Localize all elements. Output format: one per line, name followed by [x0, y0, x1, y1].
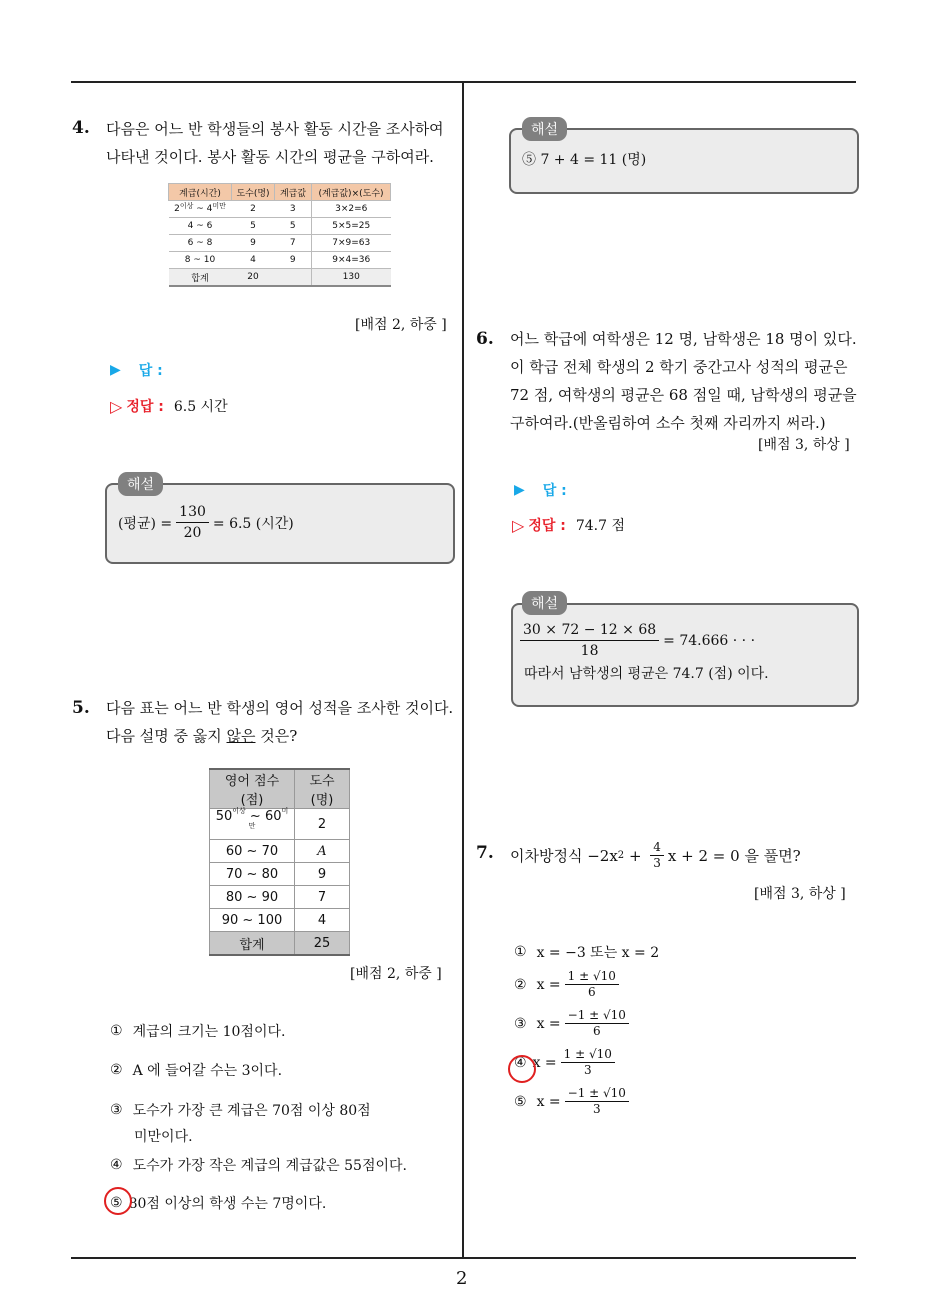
q6-answer-value: 74.7 점 [575, 518, 625, 534]
q6-text [510, 325, 857, 437]
q5-option-2[interactable]: ② A 에 들어갈 수는 3이다. [110, 1062, 283, 1079]
q7-option-3[interactable]: ③ x = $\frac{-1 \pm √10}{6}$ [514, 1008, 633, 1039]
q4-total-prod: 130 [312, 269, 391, 287]
q6-correct-row [512, 515, 625, 535]
q4-freq-cell: 4 [232, 252, 275, 269]
q7-equation: 이차방정식 −2x 2 + $\frac{4}{3}$ x + 2 = 0 을 풀면? [510, 840, 801, 870]
q5-freq-cell: 9 [295, 863, 350, 886]
q4-expl-fraction [176, 502, 209, 543]
q6-text-line4: 구하여라.(반올림하여 소수 첫째 자리까지 써라.) [510, 414, 826, 432]
q4-total-freq: 20 [232, 269, 275, 287]
q6-expl-den: 18 [580, 643, 599, 659]
q4-answer-row [110, 360, 163, 380]
q7-option-4[interactable]: ④ x = $\frac{1 \pm √10}{3}$ [514, 1047, 619, 1078]
q4-table [168, 183, 391, 287]
q4-total-label: 합계 [169, 269, 232, 287]
table-row [169, 235, 391, 252]
q5-class-cell: $50^{이상}$ ~ $60^{미만}$ [210, 809, 295, 840]
table-row [210, 809, 350, 840]
q4-score: [배점 2, 하중 ] [355, 317, 447, 333]
q4-freq-cell: 2 [232, 201, 275, 218]
q5-freq-cell: 7 [295, 886, 350, 909]
q4-mid-cell: 5 [275, 218, 312, 235]
q4-class-cell: 6 ~ 8 [169, 235, 232, 252]
q4-header-freq: 도수(명) [232, 184, 275, 201]
q4-class-cell: 4 ~ 6 [169, 218, 232, 235]
q7-score: [배점 3, 하상 ] [754, 886, 846, 902]
q4-mid-cell: 9 [275, 252, 312, 269]
table-row [210, 863, 350, 886]
q4-class-cell: $2^{이상}$ ~ $4^{미만}$ [169, 201, 232, 218]
bottom-rule [71, 1257, 856, 1259]
table-row [210, 909, 350, 932]
q5-number: 5. [72, 698, 90, 718]
q7-number: 7. [476, 843, 494, 863]
answer-label: 답 : [138, 363, 163, 379]
q5-total-freq: 25 [295, 932, 350, 956]
q5-class-cell: 90 ~ 100 [210, 909, 295, 932]
q4-prod-cell: 5×5=25 [312, 218, 391, 235]
table-row [169, 269, 391, 287]
q4-header-prod: (계급값)×(도수) [312, 184, 391, 201]
q5-explanation-content: ⑤ 7 + 4 = 11 (명) [522, 152, 647, 168]
play-triangle-icon: ▶ [110, 362, 121, 378]
q6-answer-row [514, 480, 567, 500]
q6-number: 6. [476, 329, 494, 349]
q4-expl-den: 20 [183, 525, 202, 541]
q6-score: [배점 3, 하상 ] [758, 437, 850, 453]
q5-option-5[interactable]: ⑤ 80점 이상의 학생 수는 7명이다. [110, 1195, 327, 1212]
q5-table [209, 768, 350, 956]
q5-option-3-cont: 미만이다. [134, 1129, 193, 1145]
q4-expl-num: 130 [176, 502, 209, 523]
table-row [210, 886, 350, 909]
q5-header-freq: 도수(명) [295, 769, 350, 809]
q7-option-1[interactable]: ① x = −3 또는 x = 2 [514, 944, 660, 961]
table-row [210, 932, 350, 956]
q6-text-line2: 이 학급 전체 학생의 2 학기 중간고사 성적의 평균은 [510, 358, 848, 376]
q5-freq-cell: 2 [295, 809, 350, 840]
q5-text-line2: 다음 설명 중 옳지 않은 것은? [106, 727, 298, 745]
q6-text-line1: 어느 학급에 여학생은 12 명, 남학생은 18 명이 있다. [510, 330, 857, 348]
q5-option-4[interactable]: ④ 도수가 가장 작은 계급의 계급값은 55점이다. [110, 1157, 407, 1174]
q5-class-cell: 80 ~ 90 [210, 886, 295, 909]
q6-expl-num: 30 × 72 − 12 × 68 [520, 620, 659, 641]
q5-class-cell: 60 ~ 70 [210, 840, 295, 863]
outline-triangle-icon: ▷ [110, 396, 123, 416]
q6-explanation-label: 해설 [522, 591, 567, 615]
q4-header-mid: 계급값 [275, 184, 312, 201]
q4-correct-row [110, 396, 228, 416]
table-row [210, 840, 350, 863]
q5-explanation-label: 해설 [522, 117, 567, 141]
q5-freq-cell: 4 [295, 909, 350, 932]
q5-score: [배점 2, 하중 ] [350, 966, 442, 982]
q6-explanation-line2: 따라서 남학생의 평균은 74.7 (점) 이다. [524, 666, 769, 682]
q4-text-line1: 다음은 어느 반 학생들의 봉사 활동 시간을 조사하여 [106, 120, 444, 138]
q4-text-line2: 나타낸 것이다. 봉사 활동 시간의 평균을 구하여라. [106, 148, 434, 166]
page-number: 2 [456, 1268, 468, 1289]
q5-option-1[interactable]: ① 계급의 크기는 10점이다. [110, 1023, 286, 1040]
q4-class-cell: 8 ~ 10 [169, 252, 232, 269]
table-row [169, 218, 391, 235]
q7-selected-circle-mark [508, 1055, 536, 1083]
q5-text-line1: 다음 표는 어느 반 학생의 영어 성적을 조사한 것이다. [106, 699, 454, 717]
q4-total-mid [275, 269, 312, 287]
q4-explanation-label: 해설 [118, 472, 163, 496]
q7-option-5[interactable]: ⑤ x = $\frac{-1 \pm √10}{3}$ [514, 1086, 633, 1117]
q5-class-cell: 70 ~ 80 [210, 863, 295, 886]
q5-text [106, 694, 453, 750]
outline-triangle-icon: ▷ [512, 515, 525, 535]
correct-label: 정답 : [528, 518, 566, 534]
q4-explanation-content [118, 502, 294, 543]
q6-expl-fraction [520, 620, 659, 661]
q4-prod-cell: 9×4=36 [312, 252, 391, 269]
q4-number: 4. [72, 118, 90, 138]
q6-text-line3: 72 점, 여학생의 평균은 68 점일 때, 남학생의 평균을 [510, 386, 857, 404]
q4-freq-cell: 5 [232, 218, 275, 235]
q5-header-class: 영어 점수(점) [210, 769, 295, 809]
q5-total-label: 합계 [210, 932, 295, 956]
q4-header-class: 계급(시간) [169, 184, 232, 201]
q5-option-3[interactable]: ③ 도수가 가장 큰 계급은 70점 이상 80점 [110, 1102, 371, 1119]
q4-expl-lhs: (평균) = [118, 515, 173, 532]
play-triangle-icon: ▶ [514, 482, 525, 498]
q5-freq-cell: A [295, 840, 350, 863]
table-row [169, 252, 391, 269]
q4-answer-value: 6.5 시간 [173, 399, 228, 415]
q4-prod-cell: 3×2=6 [312, 201, 391, 218]
q4-expl-rhs: = 6.5 (시간) [212, 515, 294, 532]
table-row [169, 201, 391, 218]
answer-label: 답 : [542, 483, 567, 499]
q4-prod-cell: 7×9=63 [312, 235, 391, 252]
q7-equation-fraction: $\frac{4}{3}$ [650, 840, 664, 871]
q4-mid-cell: 3 [275, 201, 312, 218]
correct-label: 정답 : [126, 399, 164, 415]
q6-explanation-content [520, 620, 755, 661]
q4-mid-cell: 7 [275, 235, 312, 252]
q4-text [106, 115, 444, 171]
q4-freq-cell: 9 [232, 235, 275, 252]
q7-option-2[interactable]: ② x = $\frac{1 \pm √10}{6}$ [514, 969, 623, 1000]
column-divider [462, 81, 464, 1259]
q5-selected-circle-mark [104, 1187, 132, 1215]
q6-expl-rhs: = 74.666 · · · [663, 632, 756, 649]
